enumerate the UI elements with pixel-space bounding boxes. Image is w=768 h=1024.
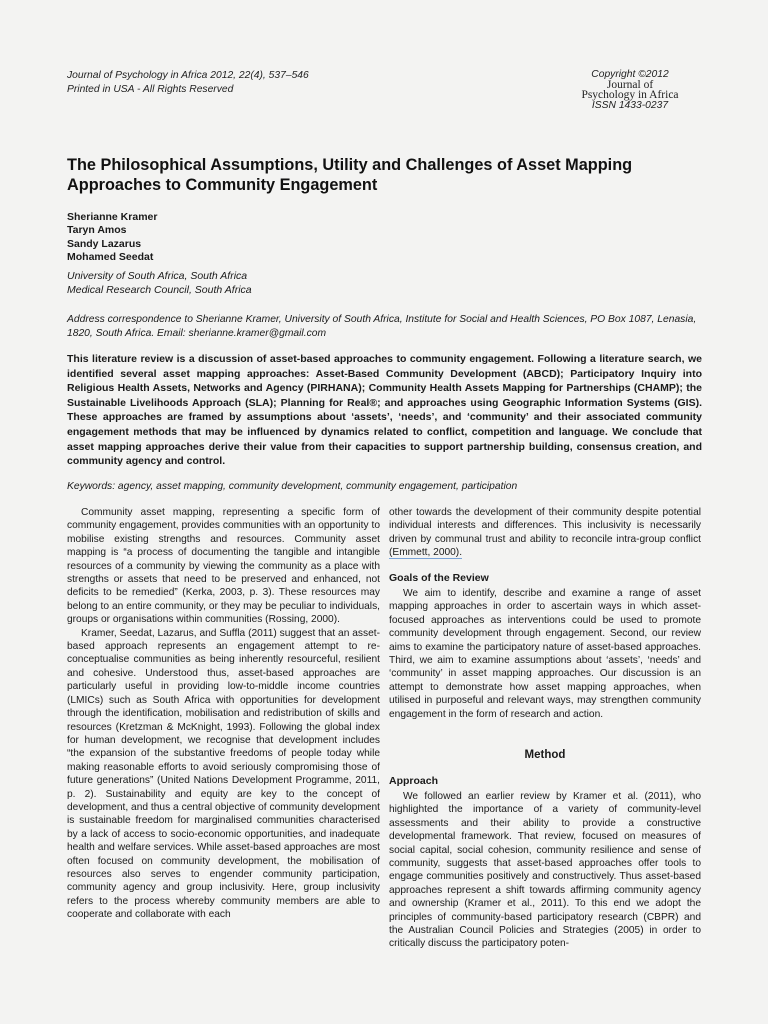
continuation-text: other towards the development of their community despite potential individual interests and differences. This inclusivity is necessarily driven by communal trust and ability to reconcile intra-group conflict xyxy=(389,507,701,545)
logo-line-2: Psychology in Africa xyxy=(581,89,679,101)
method-heading: Method xyxy=(524,749,566,761)
author: Taryn Amos xyxy=(67,224,127,237)
left-column xyxy=(67,506,380,922)
journal-citation xyxy=(67,69,309,97)
approach-section xyxy=(389,790,701,951)
logo-line-1: Journal of xyxy=(606,79,654,91)
author-list xyxy=(67,211,157,265)
journal-copyright-block xyxy=(560,69,700,111)
journal-logo xyxy=(560,80,700,100)
journal-line: Journal of Psychology in Africa 2012, 22(4), 537–546 xyxy=(67,70,309,81)
author: Sandy Lazarus xyxy=(67,237,142,250)
continuation-paragraph xyxy=(389,506,701,560)
affiliation: Medical Research Council, South Africa xyxy=(67,284,252,296)
issn-line: ISSN 1433-0237 xyxy=(591,100,669,111)
author: Mohamed Seedat xyxy=(67,251,154,264)
goals-section xyxy=(389,587,701,721)
goals-heading: Goals of the Review xyxy=(389,572,489,584)
goals-paragraph: We aim to identify, describe and examine a range of asset mapping approaches in order to ascertain ways in which asset-focused approaches as interventions could be used to promote community development through engagement. Second, our review aims to examine the participatory nature of asset-based approaches. Third, we aim to examine assumptions about ‘assets’, ‘needs’ and ‘community’ in asset mapping approaches. Our discussion is an attempt to demonstrate how asset mapping approaches, when utilised in purposeful and relevant ways, may strengthen community engagement in the form of research and action. xyxy=(389,588,701,720)
abstract: This literature review is a discussion of asset-based approaches to community engagement. Following a literature search, we identified several asset mapping approaches: Asset-Based Community Development (ABCD); Participatory Inquiry into Religious Health Assets, Networks and Agency (PIRHANA); Community Health Assets Mapping for Partnerships (CHAMP); the Sustainable Livelihoods Approach (SLA); Planning for Real®; and approaches using Geographic Information Systems (GIS). These approaches are framed by assumptions about ‘assets’, ‘needs’, and ‘community’ and their associated community engagement methods that may be influenced by dynamics related to conflict, competition and language. We conclude that asset mapping approaches derive their value from their capacities to support partnership building, consensus creation, and community agency and control. xyxy=(67,353,702,468)
approach-heading: Approach xyxy=(389,775,439,787)
affiliation-list xyxy=(67,269,252,297)
right-column-continuation xyxy=(389,506,701,560)
affiliation: University of South Africa, South Africa xyxy=(67,270,248,282)
article-title: The Philosophical Assumptions, Utility and Challenges of Asset Mapping Approaches to Community Engagement xyxy=(67,156,633,194)
printed-line: Printed in USA - All Rights Reserved xyxy=(67,84,234,95)
intro-paragraph-2: Kramer, Seedat, Lazarus, and Suffla (2011) suggest that an asset-based approach represents an engagement attempt to re-conceptualise communities as being inherently resourceful, resilient and cohesive. Understood thus, asset-based approaches are particularly useful in providing low-to-middle income countries (LMICs) such as South Africa with opportunities for development through the identification, mobilisation and redistribution of skills and resources (Kretzman & McKnight, 1993). Following the global index for human development, we recognise that development includes “the expansion of the substantive freedoms of people today while making reasonable efforts to avoid seriously compromising those of future generations” (United Nations Development Programme, 2011, p. 2). Sustainability and equity are key to the concept of development, and thus a central objective of community development is sustainable freedom for marginalised communities characterised by a lack of access to socio-economic opportunities, and inadequate health and welfare services. While asset-based approaches are most often focused on community development, the mobilisation of resources also serves to engender community participation, community agency and group inclusivity. Here, group inclusivity refers to the process whereby community members are able to cooperate and collaborate with each xyxy=(67,627,380,921)
correspondence-address: Address correspondence to Sherianne Kramer, University of South Africa, Institute for Social and Health Sciences, PO Box 1087, Lenasia, 1820, South Africa. Email: sherianne.kramer@gmail.com xyxy=(67,314,697,339)
citation-link-emmett[interactable]: (Emmett, 2000). xyxy=(389,547,463,559)
author: Sherianne Kramer xyxy=(67,211,158,223)
copyright-line: Copyright ©2012 xyxy=(591,69,669,80)
approach-paragraph: We followed an earlier review by Kramer et al. (2011), who highlighted the importance of a variety of community-level assessments and their ability to provide a constructive developmental framework. That review, focused on measures of social capital, social cohesion, community resilience and sense of community, suggests that asset-based approaches offer tools to engage communities positively and constructively. Thus asset-based approaches represent a shift towards affirming community agency and ownership (Kramer et al., 2011). To this end we adopt the principles of community-based participatory research (CBPR) and the Australian Council Policies and Strategies (2005) in order to critically discuss the participatory poten- xyxy=(389,791,701,950)
keywords: Keywords: agency, asset mapping, community development, community engagement, participation xyxy=(67,481,518,492)
intro-paragraph-1: Community asset mapping, representing a specific form of community engagement, provides communities with an opportunity to mobilise existing strengths and resources. Community asset mapping is “a process of documenting the tangible and intangible resources of a community by viewing the community as a place with strengths or assets that need to be preserved and enhanced, not deficits to be remedied” (Kerka, 2003, p. 3). These resources may belong to an entire community, or they may be peculiar to individuals, groups or organisations within communities (Rossing, 2000). xyxy=(67,507,380,626)
